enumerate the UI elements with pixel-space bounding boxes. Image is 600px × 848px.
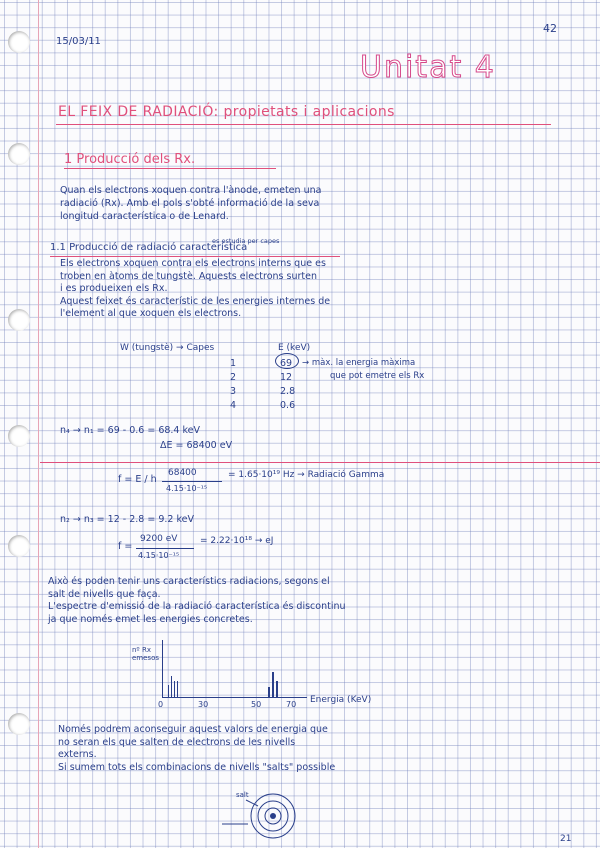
chart-bar — [272, 672, 274, 697]
atom-diagram — [218, 784, 328, 844]
fraction-numerator: 9200 eV — [140, 534, 178, 544]
table-cell: 4 — [230, 400, 237, 411]
table-header-left: W (tungstè) → Capes — [120, 343, 215, 353]
fraction-denominator: 4.15·10⁻¹⁵ — [166, 484, 208, 493]
section-heading-1: 1 Producció dels Rx. — [64, 152, 196, 167]
body-line: L'espectre d'emissió de la radiació característica és discontinu — [48, 601, 346, 613]
body-line: salt de nivells que faça. — [48, 588, 161, 600]
table-header-right: E (keV) — [278, 343, 311, 353]
formula-lhs: f = — [118, 541, 133, 552]
section-1-1-body — [60, 258, 330, 321]
intro-paragraph — [60, 184, 321, 223]
table-cell: 2.8 — [280, 386, 296, 397]
intro-line: longitud característica o de Lenard. — [60, 211, 229, 222]
pink-divider — [40, 462, 600, 463]
chart-x-axis — [162, 697, 307, 698]
binder-hole — [8, 309, 30, 331]
body-line: Aquest feixet és característic de les energies internes de — [60, 295, 331, 307]
fraction-bar — [136, 548, 194, 549]
formula-rhs: = 2.22·10¹⁸ → eJ — [200, 536, 274, 546]
nucleus — [270, 813, 276, 819]
table-note: → màx. la energia màxima — [302, 358, 416, 368]
margin-line — [38, 0, 39, 848]
body-line: no seran els que salten de electrons de les nivells — [58, 736, 296, 748]
body-line: troben en àtoms de tungstè. Aquests electrons surten — [60, 270, 317, 282]
binder-hole — [8, 143, 30, 165]
chart-tick-label: 30 — [198, 700, 209, 709]
chart-tick-label: 50 — [251, 700, 262, 709]
chart-bar — [268, 687, 270, 697]
page-mark: 42 — [543, 22, 557, 35]
chart-tick-label: 0 — [158, 700, 164, 709]
page-number: 21 — [560, 834, 572, 844]
chart-tick-label: 70 — [286, 700, 297, 709]
section-heading-1-1: 1.1 Producció de radiació característica — [50, 242, 248, 253]
chart-y-axis — [162, 640, 163, 698]
section-underline — [50, 256, 340, 257]
paragraph-2 — [48, 576, 346, 626]
transition-arrow — [246, 800, 258, 806]
section-underline — [64, 168, 276, 169]
table-cell: 3 — [230, 386, 237, 397]
calc-line: n₄ → n₁ = 69 - 0.6 = 68.4 keV — [60, 425, 200, 436]
intro-line: radiació (Rx). Amb el pols s'obté informació de la seva — [60, 198, 320, 209]
date: 15/03/11 — [56, 36, 101, 47]
fraction-bar — [162, 481, 222, 482]
chart-bar — [168, 685, 170, 697]
atom-label: salt — [236, 791, 249, 799]
body-line: Si sumem tots els combinacions de nivells "salts" possible — [58, 761, 336, 773]
body-line: Només podrem aconseguir aquest valors de energia que — [58, 724, 328, 735]
table-note: que pot emetre els Rx — [330, 371, 425, 381]
body-line: externs. — [58, 749, 97, 761]
binder-hole — [8, 31, 30, 53]
chart-bar — [174, 681, 176, 698]
fraction-numerator: 68400 — [168, 468, 197, 478]
body-line: i es produeixen els Rx. — [60, 283, 168, 295]
heading-annotation: es estudia per capes — [212, 237, 280, 245]
chart-ylabel: nº Rx emesos — [132, 646, 160, 662]
spectrum-chart — [120, 640, 372, 718]
table-cell: 12 — [280, 372, 293, 383]
body-line: l'element al que xoquen els electrons. — [60, 308, 242, 320]
table-capes-column — [230, 357, 236, 413]
table-cell: 1 — [230, 358, 237, 369]
paragraph-3 — [58, 724, 335, 774]
chart-bar — [276, 681, 278, 698]
chart-xlabel: Energia (KeV) — [310, 695, 372, 705]
page-title: Unitat 4 — [360, 50, 496, 85]
calc-line: ΔE = 68400 eV — [160, 440, 233, 451]
chart-bar — [177, 681, 179, 698]
formula-lhs: f = E / h — [118, 474, 157, 485]
subtitle: EL FEIX DE RADIACIÓ: propietats i aplicacions — [58, 104, 395, 120]
table-cell: 0.6 — [280, 400, 296, 411]
subtitle-underline — [56, 124, 551, 125]
body-line: Això és poden tenir uns característics radiacions, segons el — [48, 576, 330, 587]
intro-line: Quan els electrons xoquen contra l'ànode, emeten una — [60, 185, 322, 196]
body-line: Els electrons xoquen contra els electrons interns que es — [60, 258, 326, 269]
table-cell: 69 — [280, 358, 293, 369]
calc-line: n₂ → n₃ = 12 - 2.8 = 9.2 keV — [60, 514, 194, 525]
binder-hole — [8, 713, 30, 735]
table-cell: 2 — [230, 372, 237, 383]
chart-bar — [171, 676, 173, 697]
fraction-denominator: 4.15·10⁻¹⁵ — [138, 551, 180, 560]
body-line: ja que només emet les energies concretes. — [48, 613, 253, 625]
formula-rhs: = 1.65·10¹⁹ Hz → Radiació Gamma — [228, 470, 385, 480]
binder-hole — [8, 425, 30, 447]
binder-hole — [8, 535, 30, 557]
circled-value — [275, 353, 299, 369]
